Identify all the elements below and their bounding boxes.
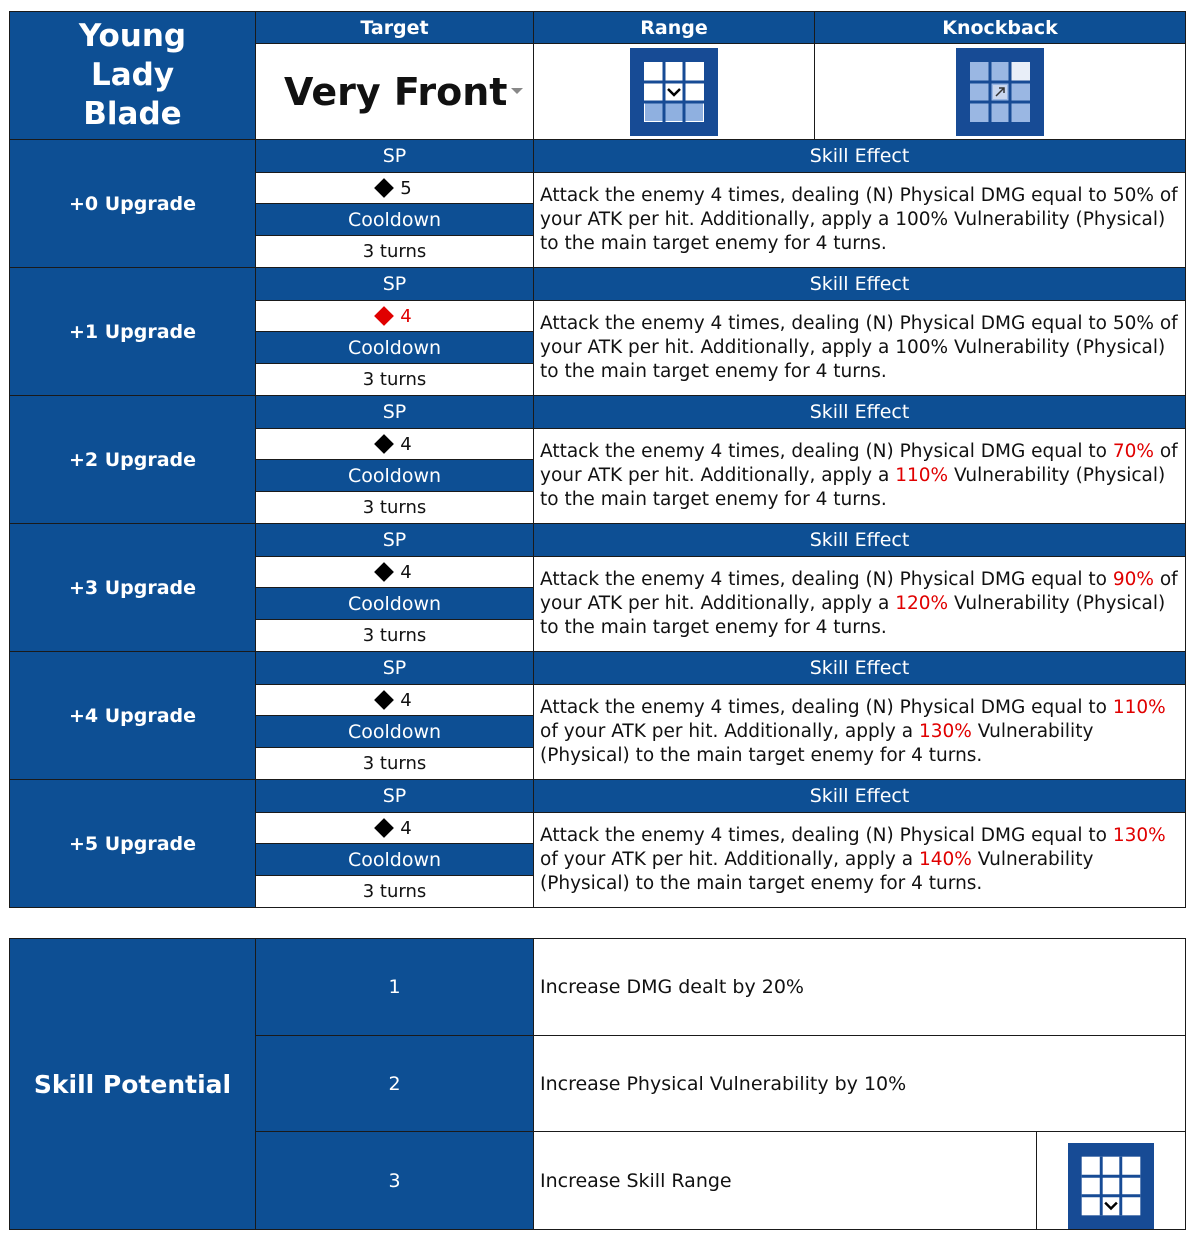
effect-text: Attack the enemy 4 times, dealing (N) Physical DMG equal to 50% of your ATK per hit. Additionally, apply a 100% Vulnerability (Physical) to the main target enemy for 4 turns. (540, 313, 1178, 382)
highlight-value: 130% (918, 721, 972, 742)
sp-header: SP (255, 779, 534, 813)
knockback-grid-icon (956, 48, 1044, 136)
diamond-icon (374, 690, 394, 710)
effect-text: Vulnerability (Physical) to the main target enemy for 4 turns. (540, 465, 1166, 510)
effect-text: Attack the enemy 4 times, dealing (N) Physical DMG equal to (540, 825, 1113, 846)
cooldown-header: Cooldown (255, 843, 534, 876)
potential-num-1: 1 (255, 938, 534, 1036)
potential-title-text: Skill Potential (33, 1069, 232, 1099)
upgrade-label: +1 Upgrade (9, 267, 256, 396)
potential-text-2: Increase Physical Vulnerability by 10% (533, 1035, 1186, 1132)
skill-effect-text (533, 556, 1186, 652)
skill-effect-text (533, 300, 1186, 396)
effect-text: of your ATK per hit. Additionally, apply a (540, 849, 919, 870)
potential-num-3: 3 (255, 1131, 534, 1230)
highlight-value: 90% (1112, 569, 1154, 590)
effect-text: Attack the enemy 4 times, dealing (N) Physical DMG equal to (540, 697, 1113, 718)
potential-title (9, 938, 256, 1230)
potential-icon-cell (1036, 1131, 1186, 1230)
skill-effect-text (533, 684, 1186, 780)
cooldown-value: 3 turns (255, 619, 534, 652)
sp-value (255, 556, 534, 588)
skill-effect-paragraph (540, 568, 1179, 640)
cooldown-value: 3 turns (255, 363, 534, 396)
skill-effect-paragraph (540, 696, 1179, 768)
skill-effect-header: Skill Effect (533, 395, 1186, 429)
sp-value (255, 684, 534, 716)
skill-effect-header: Skill Effect (533, 651, 1186, 685)
highlight-value: 110% (895, 465, 949, 486)
upgrade-label: +5 Upgrade (9, 779, 256, 908)
sp-cost: 4 (400, 433, 412, 455)
effect-text: Attack the enemy 4 times, dealing (N) Physical DMG equal to 50% of your ATK per hit. Additionally, apply a 100% Vulnerability (Physical) to the main target enemy for 4 turns. (540, 185, 1178, 254)
range-grid-icon (630, 48, 718, 136)
cooldown-header: Cooldown (255, 587, 534, 620)
cooldown-value: 3 turns (255, 875, 534, 908)
skill-name (9, 11, 256, 140)
sp-header: SP (255, 395, 534, 429)
upgrade-label: +4 Upgrade (9, 651, 256, 780)
effect-text: Attack the enemy 4 times, dealing (N) Physical DMG equal to (540, 441, 1113, 462)
highlight-value: 140% (918, 849, 972, 870)
effect-text: Vulnerability (Physical) to the main target enemy for 4 turns. (540, 849, 1094, 894)
upgrade-label: +2 Upgrade (9, 395, 256, 524)
cooldown-value: 3 turns (255, 747, 534, 780)
target-header: Target (255, 11, 534, 44)
target-select[interactable] (255, 43, 534, 140)
potential-num-2: 2 (255, 1035, 534, 1132)
skill-effect-header: Skill Effect (533, 267, 1186, 301)
highlight-value: 130% (1112, 825, 1166, 846)
diamond-icon (374, 818, 394, 838)
effect-text: of your ATK per hit. Additionally, apply a (540, 441, 1178, 486)
diamond-icon (374, 178, 394, 198)
sp-header: SP (255, 523, 534, 557)
cooldown-header: Cooldown (255, 715, 534, 748)
sp-header: SP (255, 651, 534, 685)
skill-effect-paragraph (540, 440, 1179, 512)
effect-text: Vulnerability (Physical) to the main target enemy for 4 turns. (540, 593, 1166, 638)
range-cell (533, 43, 815, 140)
skill-effect-header: Skill Effect (533, 139, 1186, 173)
skill-effect-paragraph (540, 824, 1179, 896)
knockback-cell (814, 43, 1186, 140)
knockback-header: Knockback (814, 11, 1186, 44)
sp-header: SP (255, 267, 534, 301)
cooldown-value: 3 turns (255, 491, 534, 524)
cooldown-value: 3 turns (255, 235, 534, 268)
skill-effect-text (533, 812, 1186, 908)
highlight-value: 120% (895, 593, 949, 614)
diamond-icon (374, 562, 394, 582)
sp-cost: 4 (400, 561, 412, 583)
skill-effect-paragraph (540, 184, 1179, 256)
sp-value (255, 428, 534, 460)
highlight-value: 70% (1112, 441, 1154, 462)
effect-text: of your ATK per hit. Additionally, apply a (540, 721, 919, 742)
cooldown-header: Cooldown (255, 459, 534, 492)
sp-cost: 5 (400, 177, 412, 199)
upgrade-label: +0 Upgrade (9, 139, 256, 268)
diamond-icon (374, 434, 394, 454)
effect-text: Vulnerability (Physical) to the main target enemy for 4 turns. (540, 721, 1094, 766)
skill-effect-header: Skill Effect (533, 779, 1186, 813)
range-header: Range (533, 11, 815, 44)
skill-effect-header: Skill Effect (533, 523, 1186, 557)
sp-value (255, 172, 534, 204)
upgrade-label: +3 Upgrade (9, 523, 256, 652)
diamond-icon (374, 306, 394, 326)
sp-header: SP (255, 139, 534, 173)
skill-effect-paragraph (540, 312, 1179, 384)
skill-name-text: Young Lady Blade (78, 18, 187, 132)
potential-text-1: Increase DMG dealt by 20% (533, 938, 1186, 1036)
effect-text: Attack the enemy 4 times, dealing (N) Physical DMG equal to (540, 569, 1113, 590)
cooldown-header: Cooldown (255, 203, 534, 236)
range-grid-icon (1067, 1143, 1155, 1229)
sp-cost: 4 (400, 817, 412, 839)
sp-value (255, 812, 534, 844)
target-value: Very Front (284, 69, 508, 114)
cooldown-header: Cooldown (255, 331, 534, 364)
sp-cost: 4 (400, 689, 412, 711)
skill-effect-text (533, 428, 1186, 524)
sp-cost: 4 (400, 305, 412, 327)
chevron-down-icon[interactable] (511, 88, 523, 94)
highlight-value: 110% (1112, 697, 1166, 718)
effect-text: of your ATK per hit. Additionally, apply a (540, 569, 1178, 614)
skill-effect-text (533, 172, 1186, 268)
potential-text-3: Increase Skill Range (533, 1131, 1037, 1230)
sp-value (255, 300, 534, 332)
